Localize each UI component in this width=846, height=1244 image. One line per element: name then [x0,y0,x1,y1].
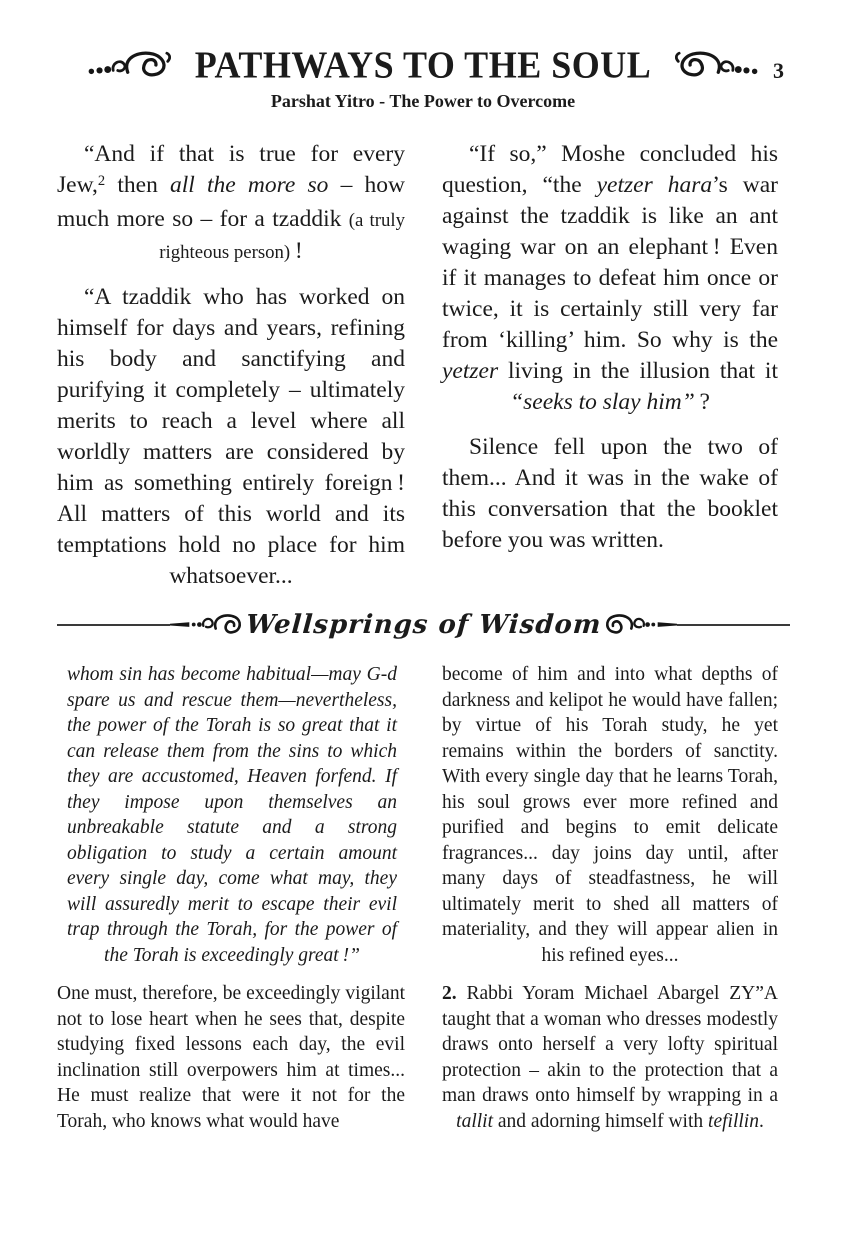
document-page [0,44,846,1244]
divider-flourish-right-icon [605,611,677,639]
body-paragraph: Silence fell upon the two of them... And it was in the wake of this conversation that the booklet before you was written. [442,434,778,553]
bottom-section [0,662,846,1134]
page-title: PATHWAYS TO THE SOUL [194,44,652,86]
top-right-column [442,139,778,592]
top-section [0,139,846,592]
body-paragraph: “If so,” Moshe concluded his question, “the yetzer hara’s war against the tzaddik is like an ant waging war on an elephant ! Even if it manages to defeat him once or twice, it is certainly still very far from ‘killing’ him. So why is the yetzer living in the illusion that it “seeks to slay him” ? [442,141,779,415]
body-paragraph: “And if that is true for every Jew,$^2$ then all the more so – how much more so – for a tzaddik (a truly righteous person) ! [57,141,406,264]
top-left-column [57,139,405,592]
bottom-right-column [442,662,778,1134]
divider-title: Wellsprings of Wisdom [244,610,603,640]
section-divider [57,605,790,645]
header-flourish-right-icon [661,45,761,85]
page-header [0,44,846,112]
footnote-paragraph: 2. Rabbi Yoram Michael Abargel ZY”A taught that a woman who dresses modestly draws onto herself a very lofty spiritual protection – akin to the protection that a man draws onto himself by wrapping in a tallit and adorning himself with tefillin. [442,983,778,1132]
page-number: 3 [773,58,784,83]
quote-paragraph: whom sin has become habitual—may G-d spare us and rescue them—nevertheless, the power of the Torah is so great that it can release them from the sins to which they are accustomed, Heaven forfend. If they impose upon themselves an unbreakable statute and a strong obligation to study a certain amount every single day, come what may, they will assuredly merit to escape their evil trap through the Torah, for the power of the Torah is exceedingly great !” [67,664,397,966]
body-paragraph: become of him and into what depths of darkness and kelipot he would have fallen; by virtue of his Torah study, he yet remains within the borders of sanctity. With every single day that he learns Torah, his soul grows ever more refined and purified and begins to emit delicate fragrances... day joins day until, after many days of steadfastness, he will ultimately merit to shed all matters of materiality, and they will appear alien in his refined eyes... [442,664,778,966]
body-paragraph: “A tzaddik who has worked on himself for days and years, refining his body and sanctifying and purifying it completely – ultimately merits to reach a level where all worldly matters are considered by him as something entirely foreign ! All matters of this world and its temptations hold no place for him whatsoever... [57,284,405,589]
divider-flourish-left-icon [170,611,242,639]
page-subtitle: Parshat Yitro - The Power to Overcome [270,91,576,111]
bottom-left-column [57,662,405,1134]
body-paragraph: One must, therefore, be exceedingly vigilant not to lose heart when he sees that, despite studying fixed lessons each day, the evil inclination still overpowers him at times... He must realize that were it not for the Torah, who knows what would have [57,983,405,1132]
divider-rule-left [57,624,170,626]
divider-rule-right [677,624,790,626]
header-flourish-left-icon [85,45,185,85]
